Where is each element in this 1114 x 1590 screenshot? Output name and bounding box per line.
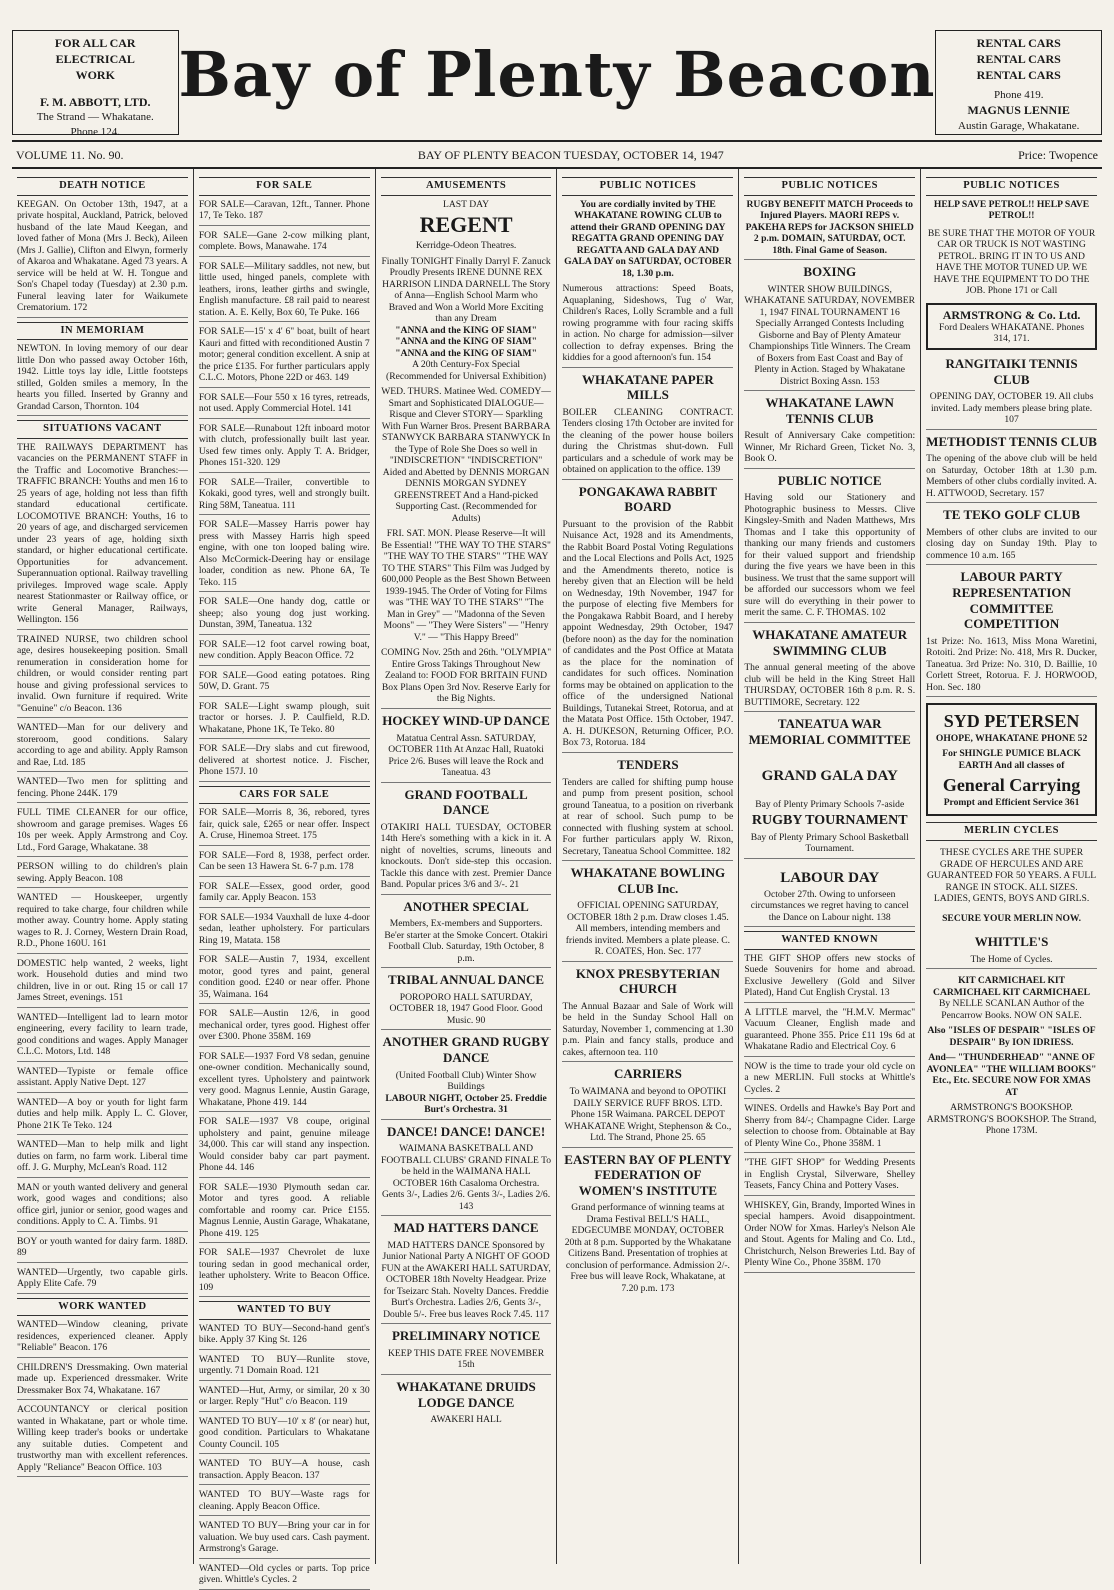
film-title: "ANNA and the KING OF SIAM" "ANNA and the KING OF SIAM" "ANNA and the KING OF SIAM" [395, 324, 537, 359]
ad-line: THESE CYCLES ARE THE SUPER GRADE OF HERCULES AND ARE GUARANTEED FOR 50 YEARS. A FULL RANGE IN STOCK. ALL SIZES. LADIES, GENTS, BOYS AND GIRLS. [926, 847, 1097, 905]
ad-heading: EASTERN BAY OF PLENTY FEDERATION OF WOMEN'S INSTITUTE [564, 1151, 732, 1198]
classified-item: MAN or youth wanted delivery and general work, good wages and conditions; also office girl, junior or senior, good wages and conditions. Apply to C. A. Timbs. 91 [17, 1182, 188, 1232]
ad-line: Having sold our Stationery and Photographic business to Messrs. Clive Kingsley-Smith and Naden Matthews, Mrs Thomas and I take this opportunity of thanking our many friends and customers for their valued support and friendship during the five years we have been in this business. We trust that the same support will be afforded our successors whom we feel sure will do everything in their power to merit the same. C. F. THOMAS. 102 [744, 492, 915, 623]
section-heading: SITUATIONS VACANT [17, 420, 188, 439]
ad-heading: LABOUR DAY [780, 869, 880, 886]
ad-line: OFFICIAL OPENING SATURDAY, OCTOBER 18th 2 p.m. Draw closes 1.45. All members, intending members and friends invited. Members a plate please. C. R. COATES, Hon. Sec. 177 [562, 900, 733, 962]
ad-line: Members of other clubs are invited to our closing day on Sunday 19th. Play to commence 10 a.m. 165 [926, 527, 1097, 566]
price: Price: Twopence [1018, 148, 1098, 162]
ad-heading: PUBLIC NOTICE [777, 472, 882, 488]
ad-heading: WHAKATANE BOWLING CLUB Inc. [570, 865, 726, 896]
classified-item: FOR SALE—Morris 8, 36, rebored, tyres fair, quick sale, £265 or near offer. Inspect A. Cruse, Hinemoa Street. 175 [199, 807, 370, 846]
section-heading: MERLIN CYCLES [926, 822, 1097, 841]
classified-item: FOR SALE—1930 Plymouth sedan car. Motor and tyres good. A reliable comfortable and roomy car. Price £155. Magnus Lennie, Austin Garage, Whakatane, Phone 419. 125 [199, 1182, 370, 1244]
column-4 [557, 169, 739, 1564]
column-2 [194, 169, 376, 1586]
armstrong-ad [926, 303, 1097, 350]
classified-item: FOR SALE—1937 Chevrolet de luxe touring sedan in good mechanical order, leather upholstery. Write to Beacon Office. 109 [199, 1247, 370, 1297]
classified-item: FOR SALE—Dry slabs and cut firewood, delivered at shortest notice. J. Fischer, Phone 157J. 10 [199, 743, 370, 782]
classified-item: WANTED—Urgently, two capable girls. Apply Elite Cafe. 79 [17, 1267, 188, 1294]
ad-line: OHOPE, WHAKATANE PHONE 52 [935, 732, 1088, 744]
ad-heading: METHODIST TENNIS CLUB [926, 433, 1097, 449]
ad-heading: ANOTHER GRAND RUGBY DANCE [382, 1034, 550, 1066]
ad-line: By NELLE SCANLAN Author of the Pencarrow Books. NOW ON SALE. [938, 998, 1085, 1021]
section-heading: FOR SALE [199, 177, 370, 196]
classified-item: FULL TIME CLEANER for our office, showroom and garage premises. Wages £6 10s per week. Apply Armstrong and Coy. Ltd., Ford Garage, Whakatane. 38 [17, 807, 188, 857]
issue-date: BAY OF PLENTY BEACON TUESDAY, OCTOBER 14, 1947 [417, 148, 724, 162]
classified-item: DOMESTIC help wanted, 2 weeks, light work. Household duties and mind two children, live in or out. Ring 15 or call 17 James Street, evenings. 151 [17, 958, 188, 1008]
ad-line: WAIMANA BASKETBALL AND FOOTBALL CLUBS' GRAND FINALE To be held in the WAIMANA HALL OCTOBER 16th Casaloma Orchestra. Gents 3/-, Ladies 2/6. Gents 3/-, Ladies 2/6. 143 [381, 1143, 552, 1216]
ad-heading: TE TEKO GOLF CLUB [943, 507, 1080, 523]
classified-item: WANTED — Houskeeper, urgently required to take charge, four children while mother away. Country home. Apply stating wages to R. J. Corney, Western Drain Road, R.D., Phone 160U. 161 [17, 892, 188, 954]
column-6 [921, 169, 1102, 1564]
ad-line: ARMSTRONG'S BOOKSHOP. ARMSTRONG'S BOOKSHOP. The Strand, Phone 173M. [926, 1102, 1097, 1137]
ad-line: Kerridge-Odeon Theatres. [415, 240, 517, 252]
classified-item: BOY or youth wanted for dairy farm. 188D. 89 [17, 1236, 188, 1263]
ad-heading: KNOX PRESBYTERIAN CHURCH [575, 965, 720, 997]
ad-line: Bay of Plenty Primary Schools 7-aside [755, 799, 905, 811]
ad-heading: WHAKATANE PAPER MILLS [581, 371, 714, 403]
classified-item: THE GIFT SHOP offers new stocks of Suede Souvenirs for home and abroad. Exclusive Jewellery (Gold and Silver Plated), Hand Cut English Crystal. 13 [744, 953, 915, 1003]
ad-heading: TANEATUA WAR MEMORIAL COMMITTEE [748, 716, 911, 747]
ad-line: Also "ISLES OF DESPAIR" "ISLES OF DESPAIR" By ION IDRIESS. [927, 1025, 1096, 1048]
column-1 [12, 169, 194, 1564]
classified-item: WANTED TO BUY—A house, cash transaction. Apply Beacon. 137 [199, 1458, 370, 1485]
ad-line: BE SURE THAT THE MOTOR OF YOUR CAR OR TRUCK IS NOT WASTING PETROL. BRING IT IN TO US AND HAVE THE MOTOR TUNED UP. WE HAVE THE EQUIPMENT TO DO THE JOB. Phone 171 or Call [927, 227, 1096, 297]
ad-heading: RUGBY TOURNAMENT [751, 812, 908, 828]
classified-item: FOR SALE—Caravan, 12ft., Tanner. Phone 17, Te Teko. 187 [199, 199, 370, 226]
classified-item: FOR SALE—Gane 2-cow milking plant, complete. Bows, Manawahe. 174 [199, 230, 370, 257]
ad-line: FRI. SAT. MON. Please Reserve—It will Be Essential! "THE WAY TO THE STARS" "THE WAY TO THE STARS" "THE WAY TO THE STARS" This Film was Judged by 600,000 People as the Best Shown Between 1939-1945. The Order of Voting for Films was "THE WAY TO THE STARS" "The Man in Grey" — "Madonna of the Seven Moons" — "They Were Sisters" — "Henry V." — "This Happy Breed" [381, 528, 551, 643]
ad-line: ARMSTRONG & Co. Ltd. [942, 307, 1081, 322]
classified-item: WANTED—Hut, Army, or similar, 20 x 30 or larger. Reply "Hut" c/o Beacon. 119 [199, 1385, 370, 1412]
section-heading: WANTED TO BUY [199, 1301, 370, 1320]
classified-item: CHILDREN'S Dressmaking. Own material made up. Experienced dressmaker. Write Dressmaker Box 74, Whakatane. 167 [17, 1362, 188, 1401]
ad-line: And— "THUNDERHEAD" "ANNE OF AVONLEA" "THE WILLIAM BOOKS" Etc., Etc. SECURE NOW FOR XMAS AT [926, 1052, 1097, 1098]
section-heading: WANTED KNOWN [744, 931, 915, 950]
ad-heading: TENDERS [617, 756, 679, 772]
ad-line: The Strand — Whakatane. [36, 110, 154, 123]
ad-heading: PONGAKAWA RABBIT BOARD [578, 483, 718, 515]
ad-line: Pursuant to the provision of the Rabbit Nuisance Act, 1928 and its Amendments, the Rabbit Board Postal Voting Regulations and the Local Elections and Polls Act, 1925 and the Amendments thereto, notice is hereby given that an Election will be held on Wednesday, 19th November, 1947 for the purpose of electing five Members for the Pongakawa Rabbit Board, and I hereby appoint Wednesday, 29th October, 1947 (before noon) as the day for the nomination of candidates and the Post Office at Matata as the place for the nomination of candidates for such offices. Nomination forms may be obtained on application to the office of the undersigned National Buildings, Tutanekai Street, Rotorua, and at the Matata Post Office. 15th October, 1947. A. H. DUKESON, Returning Officer, P.O. Box 73, Rotorua. 184 [562, 519, 733, 753]
ad-line: POROPORO HALL SATURDAY, OCTOBER 18, 1947 Good Floor. Good Music. 90 [381, 992, 552, 1031]
dateline [12, 142, 1102, 169]
ad-line: The Home of Cycles. [926, 954, 1097, 970]
classified-item: NOW is the time to trade your old cycle on a new MERLIN. Full stocks at Whittle's Cycles. 2 [744, 1061, 915, 1100]
ad-line: Members, Ex-members and Supporters. Be'er starter at the Smoke Concert. Otakiri Football Club. Saturday, 19th October, 8 p.m. [381, 918, 552, 968]
ad-line: Tenders are called for shifting pump house and pump from present position, school ground Taneatua, to a position on riverbank at rear of school. Such pump to be connected with flushing system at school. For further particulars apply W. Rixon, Secretary, Taneatua School Committee. 182 [562, 777, 733, 862]
classified-item: FOR SALE—Good eating potatoes. Ring 50W, D. Grant. 75 [199, 670, 370, 697]
ad-line: Austin Garage, Whakatane. [958, 119, 1080, 132]
ad-line: WINTER SHOW BUILDINGS, WHAKATANE SATURDAY, NOVEMBER 1, 1947 FINAL TOURNAMENT 16 Specially Arranged Contests Including Gisborne and Bay of Plenty Amateur Championships Title Winners. The Cream of Boxers from East Coast and Bay of Plenty in Action. Staged by Whakatane District Boxing Assn. 153 [744, 284, 915, 392]
classified-item: WANTED—Old cycles or parts. Top price given. Whittle's Cycles. 2 [199, 1563, 370, 1590]
section-heading: DEATH NOTICE [17, 177, 188, 196]
ad-line: WED. THURS. Matinee Wed. COMEDY— Smart and Sophisticated DIALOGUE— Risque and Clever STORY— Sparkling With Fun Warner Bros. Present BARBARA STANWYCK BARBARA STANWYCK In the Type of Role She Does so well in "INDISCRETION" "INDISCRETION" Aided and Abetted by DENNIS MORGAN DENNIS MORGAN SYDNEY GREENSTREET And a Hand-picked Supporting Cast. (Recommended for Adults) [381, 386, 551, 524]
rental-cars-ad [935, 30, 1102, 135]
ad-line: Result of Anniversary Cake competition: Winner, Mr Richard Green, Ticket No. 3, Book O. [744, 430, 915, 469]
ad-line: LABOUR NIGHT, October 25. Freddie Burt's Orchestra. 31 [381, 1093, 552, 1120]
classified-item: FOR SALE—Austin 7, 1934, excellent motor, good tyres and paint, general condition good. £240 or near offer. Phone 35, Waimana. 164 [199, 954, 370, 1004]
classified-item: FOR SALE—Massey Harris power hay press with Massey Harris high speed engine, with one ton looped baling wire. Also McCormick-Deering hay or ensilage loader, condition as new. Phone 6A, Te Teko. 115 [199, 519, 370, 592]
volume-number: VOLUME 11. No. 90. [16, 148, 124, 162]
classified-item: FOR SALE—12 foot carvel rowing boat, new condition. Apply Beacon Office. 72 [199, 639, 370, 666]
section-heading: IN MEMORIAM [17, 322, 188, 341]
ad-line: The opening of the above club will be held on Saturday, October 18th at 1.30 p.m. Members of other clubs cordially invited. A. H. ATTWOOD, Secretary. 157 [926, 453, 1097, 503]
classified-item: WANTED—Typiste or female office assistant. Apply Native Dept. 127 [17, 1066, 188, 1093]
ad-line: You are cordially invited by THE WHAKATANE ROWING CLUB to attend their GRAND OPENING DAY REGATTA GRAND OPENING DAY REGATTA AND GALA DAY AND GALA DAY on SATURDAY, OCTOBER 18, 1.30 p.m. [564, 198, 732, 279]
ad-line: The Annual Bazaar and Sale of Work will be held in the Sunday School Hall on Saturday, November 1, commencing at 1.30 p.m. Plain and fancy stalls, produce and cakes, afternoon tea. 110 [562, 1001, 733, 1063]
classified-item: WANTED TO BUY—Runlite stove, urgently. 71 Domain Road. 121 [199, 1354, 370, 1381]
ad-line: RENTAL CARS [976, 68, 1061, 83]
newspaper-title: Bay of Plenty Beacon [178, 38, 936, 111]
classified-item: NEWTON. In loving memory of our dear little Don who passed away October 16th, 1942. Little toys lay idle, Little footsteps stilled, Golden smiles a memory, In the hearts you filled. Inserted by Granny and Grandad Carson, Thornton. 104 [17, 343, 188, 416]
ad-line: SYD PETERSEN [943, 711, 1080, 732]
abbott-ad [12, 30, 179, 138]
section-heading: WORK WANTED [17, 1298, 188, 1317]
classified-item: ACCOUNTANCY or clerical position wanted in Whakatane, part or whole time. Willing keep trader's books or undertake any suitable duties. Competent and trustworthy man with excellent references. Apply "Reliance" Beacon Office. 103 [17, 1404, 188, 1477]
classified-item: FOR SALE—One handy dog, cattle or sheep; also young dog just working. Dunstan, 39M, Taneatua. 132 [199, 596, 370, 635]
classified-item: KEEGAN. On October 13th, 1947, at a private hospital, Auckland, Patrick, beloved husband of the late Maud Keegan, and loved father of Mona (Mrs J. Beck), Aileen (Mrs J. Gallie), Clifton and Elwyn, formerly of Akaroa and Whakatane. Aged 73 years. A service will be held at W. H. Tongue and Son's Chapel today (Tuesday) at 2.30 p.m. Funeral leaving later for Waikumete Crematorium. 172 [17, 199, 188, 318]
section-heading: PUBLIC NOTICES [744, 177, 915, 196]
ad-line: The annual general meeting of the above club will be held in the King Street Hall THURSDAY, OCTOBER 16th 8 p.m. R. S. BUTTIMORE, Secretary. 122 [744, 662, 915, 712]
classified-item: WANTED TO BUY—Bring your car in for valuation. We buy used cars. Cash payment. Armstrong's Garage. [199, 1520, 370, 1559]
ad-line: KIT CARMICHAEL KIT CARMICHAEL KIT CARMICHAEL [933, 975, 1091, 998]
ad-heading: DANCE! DANCE! DANCE! [386, 1123, 546, 1139]
ad-line: FOR ALL CAR ELECTRICAL [54, 36, 136, 67]
classified-item: FOR SALE—1934 Vauxhall de luxe 4-door sedan, leather upholstery. For particulars Ring 19, Matata. 158 [199, 912, 370, 951]
classified-item: FOR SALE—Austin 12/6, in good mechanical order, tyres good. Highest offer over £300. Phone 358M. 169 [199, 1008, 370, 1047]
column-3 [376, 169, 558, 1564]
classified-item: FOR SALE—1937 V8 coupe, original upholstery and paint, genuine mileage 34,000. This car will stand any inspection. Would consider baby car part payment. Phone 44. 146 [199, 1116, 370, 1178]
ad-line: Prompt and Efficient Service 361 [943, 796, 1080, 808]
ad-line: General Carrying [942, 775, 1081, 796]
classified-item: WANTED TO BUY—10' x 8' (or near) hut, good condition. Particulars to Whakatane County Council. 105 [199, 1416, 370, 1455]
ad-line: MAGNUS LENNIE [967, 103, 1070, 118]
section-heading: PUBLIC NOTICES [562, 177, 733, 196]
classified-item: WANTED—Two men for splitting and fencing. Phone 244K. 179 [17, 776, 188, 803]
classified-item: WANTED—Window cleaning, private residences, experienced cleaner. Apply "Reliable" Beacon. 176 [17, 1319, 188, 1358]
classified-item: FOR SALE—Runabout 12ft inboard motor with clutch, professionally built last year. Used few times only. Apply T. A. Bridger, Phones 151-320. 129 [199, 423, 370, 473]
ad-line: A 20th Century-Fox Special (Recommended for Universal Exhibition) [386, 359, 547, 382]
classified-item: PERSON willing to do children's plain sewing. Apply Beacon. 108 [17, 861, 188, 888]
classified-item: FOR SALE—1937 Ford V8 sedan, genuine one-owner condition. Mechanically sound, excellent tyres. Upholstery and paintwork very good. Magnus Lennie, Austin Garage, Whakatane, Phone 419. 144 [199, 1051, 370, 1113]
ad-line: 1st Prize: No. 1613, Miss Mona Waretini, Rotoiti. 2nd Prize: No. 418, Mrs R. Ducker, Taneatua. 3rd Prize: No. 310, D. Baillie, 10 Corlett Street, Rotorua. F. J. HORWOOD, Hon. Sec. 180 [926, 636, 1097, 698]
ad-heading: LABOUR PARTY REPRESENTATION COMMITTEE COMPETITION [952, 569, 1071, 632]
classified-item: WANTED—Intelligent lad to learn motor engineering, every facility to learn trade, good conditions and wages. Apply Manager C.L.C. Motors, Ltd. 148 [17, 1012, 188, 1062]
ad-line: SECURE YOUR MERLIN NOW. [942, 912, 1082, 924]
ad-line: Phone 419. [993, 88, 1044, 101]
classified-item: FOR SALE—Light swamp plough, suit tractor or horses. J. P. Caulfield, R.D. Whakatane, Phone 1K, Te Teko. 80 [199, 701, 370, 740]
section-heading: AMUSEMENTS [381, 177, 552, 196]
ad-line: To WAIMANA and beyond to OPOTIKI DAILY SERVICE RUFF BROS. LTD. Phone 15R Waimana. PARCEL DEPOT WHAKATANE Wright, Stephenson & Co., Ltd. The Strand, Phone 25. 65 [562, 1086, 733, 1148]
ad-heading: RANGITAIKI TENNIS CLUB [945, 355, 1078, 387]
ad-line: RUGBY BENEFIT MATCH Proceeds to Injured Players. MAORI REPS v. PAKEHA REPS for JACKSON SHIELD 2 p.m. DOMAIN, SATURDAY, OCT. 18th. Final Game of Season. [744, 199, 915, 261]
ad-heading: GRAND FOOTBALL DANCE [404, 786, 528, 818]
classified-item: FOR SALE—Military saddles, not new, but little used, hinged panels, complete with leathers, irons, leather girths and swingle, English manufacture. £8 rail paid to nearest station. A. E. Kelly, Box 60, Te Puke. 166 [199, 261, 370, 323]
ad-heading: PRELIMINARY NOTICE [391, 1328, 541, 1344]
ad-line: BOILER CLEANING CONTRACT. Tenders closing 17th October are invited for the cleaning of the power house boilers during the Christmas shut-down. Full particulars and a schedule of work may be obtained on application to the office. 139 [562, 407, 733, 480]
ad-line: Numerous attractions: Speed Boats, Aquaplaning, Sideshows, Tug o' War, Children's Races, Lolly Scramble and a full rowing programme with four racing skiffs in action. No charge for admission—silver collection to defray expenses. Bring the kiddies for a good afternoon's fun. 154 [562, 283, 733, 368]
columns [12, 169, 1102, 1586]
classified-item: WHISKEY, Gin, Brandy, Imported Wines in special hampers. Avoid disappointment. Order NOW for Xmas. Harley's Nelson Ale and Stout. Agents for Maling and Co. Ltd., Christchurch, Nelson Breweries Ltd. Bay of Plenty Wine Co., Phone 358M. 170 [744, 1200, 915, 1273]
ad-heading: TRIBAL ANNUAL DANCE [388, 972, 545, 988]
ad-line: (United Football Club) Winter Show Buildings [395, 1069, 537, 1093]
ad-line: RENTAL CARS [976, 36, 1061, 50]
ad-heading: WHITTLE'S [974, 934, 1049, 950]
ad-line: October 27th. Owing to unforseen circumstances we regret having to cancel the Dance on Labour night. 138 [744, 889, 915, 928]
ad-line: Phone 124. [70, 125, 120, 138]
section-heading: CARS FOR SALE [199, 786, 370, 805]
classified-item: WANTED—Man for our delivery and storeroom, good conditions. Salary according to age and ability. Apply Ramson and Rae, Ltd. 185 [17, 722, 188, 772]
ad-line: Grand performance of winning teams at Drama Festival BELL'S HALL, EDGECUMBE MONDAY, OCTOBER 20th at 8 p.m. Supported by the Whakatane Citizens Band. Presentation of trophies at conclusion of performance. Admission 2/-. Free bus will leave Rock, Whakatane, at 7.20 p.m. 173 [564, 1202, 732, 1294]
masthead [12, 10, 1102, 142]
classified-item: TRAINED NURSE, two children school age, desires housekeeping position. Small renumeration in consideration home for children, or would consider renting part house and giving professional services to invalid. Own furniture if required. Write "Genuine" c/o Beacon. 136 [17, 634, 188, 719]
classified-item: A LITTLE marvel, the "H.M.V. Mermac" Vacuum Cleaner, English made and guaranteed. Phone 355. Price £11 19s 6d at Whakatane Radio and Electrical Coy. 6 [744, 1007, 915, 1057]
ad-line: Bay of Plenty Primary School Basketball Tournament. [744, 832, 915, 859]
classified-item: FOR SALE—15' x 4' 6" boat, built of heart Kauri and fitted with reconditioned Austin 7 motor; general condition excellent. A snip at the price £135. For further particulars apply C.L.C. Motors, Phone 22D or 463. 149 [199, 326, 370, 388]
ad-line: For SHINGLE PUMICE BLACK EARTH And all classes of [942, 748, 1081, 771]
ad-line: MAD HATTERS DANCE Sponsored by Junior National Party A NIGHT OF GOOD FUN at the AWAKERI HALL SATURDAY, OCTOBER 18th Novelty Headgear. Prize for Tseizarc Stah. Novelty Dances. Freddie Burt's Orchestra. Ladies 2/6, Gents 3/-, Double 5/-. Free bus leaves Rock 7.45. 117 [381, 1240, 552, 1325]
ad-line: KEEP THIS DATE FREE NOVEMBER 15th [381, 1348, 552, 1375]
ad-heading: MAD HATTERS DANCE [393, 1220, 539, 1236]
ad-line: COMING Nov. 25th and 26th. "OLYMPIA" Entire Gross Takings Throughout New Zealand to: FOOD FOR BRITAIN FUND Box Plans Open 3rd Nov. Reserve Early for the Big Nights. [381, 647, 552, 709]
classified-item: FOR SALE—Trailer, convertible to Kokaki, good tyres, well and strongly built. Ring 58M, Taneatua. 111 [199, 477, 370, 516]
classified-item: FOR SALE—Four 550 x 16 tyres, retreads, not used. Apply Commercial Hotel. 141 [199, 392, 370, 419]
syd-petersen-ad [926, 703, 1097, 816]
ad-line: OPENING DAY, OCTOBER 19. All clubs invited. Lady members please bring plate. 107 [926, 391, 1097, 430]
classified-item: THE RAILWAYS DEPARTMENT has vacancies on the PERMANENT STAFF in the Traffic and Locomotive Branches:— TRAFFIC BRANCH: Youths and men 16 to 25 years of age, holding not less than fifth standard educational certificate. LOCOMOTIVE BRANCH: Youths, 16 to 20 years of age, and discharged servicemen under 23 years of age, holding sixth standard, or higher educational certificate. Opportunities for advancement. Superannuation optional. Railway travelling privileges. Improved wage scale. Apply nearest Stationmaster or Railway office, or write General Manager, Railways, Wellington. 156 [17, 442, 188, 630]
ad-heading: HOCKEY WIND-UP DANCE [382, 712, 550, 728]
classified-item: WINES. Ordells and Hawke's Bay Port and Sherry from 84/-; Champagne Cider. Large selection to choose from. Obtainable at Bay of Plenty Wine Co., Phone 358M. 1 [744, 1103, 915, 1153]
ad-line: AWAKERI HALL [430, 1414, 502, 1426]
classified-item: "THE GIFT SHOP" for Wedding Presents in English Crystal, Silverware, Shelley Teasets, Fancy China and Pottery Vases. [744, 1157, 915, 1196]
classified-item: FOR SALE—Ford 8, 1938, perfect order. Can be seen 13 Hawera St. 6-7 p.m. 178 [199, 850, 370, 877]
ad-line: WORK [75, 68, 115, 83]
section-heading: PUBLIC NOTICES [926, 177, 1097, 196]
classified-item: WANTED TO BUY—Waste rags for cleaning. Apply Beacon Office. [199, 1489, 370, 1516]
ad-heading: BOXING [803, 264, 857, 280]
classified-item: WANTED TO BUY—Second-hand gent's bike. Apply 37 King St. 126 [199, 1323, 370, 1350]
ad-line: HELP SAVE PETROL!! HELP SAVE PETROL!! [933, 198, 1090, 222]
ad-line: LAST DAY [443, 198, 490, 210]
ad-heading: CARRIERS [613, 1066, 682, 1082]
ad-line: Matatua Central Assn. SATURDAY, OCTOBER 11th At Anzac Hall, Ruatoki Price 2/6. Buses will leave the Rock and Taneatua. 43 [381, 733, 552, 783]
classified-item: FOR SALE—Essex, good order, good family car. Apply Beacon. 153 [199, 881, 370, 908]
classified-item: WANTED—Man to help milk and light duties on farm, no farm work. Liberal time off. J. G. Murphy, McLean's Road. 112 [17, 1139, 188, 1178]
classified-item: WANTED—A boy or youth for light farm duties and help milk. Apply L. C. Glover, Phone 21K Te Teko. 124 [17, 1097, 188, 1136]
ad-heading: GRAND GALA DAY [761, 768, 898, 785]
theatre-name: REGENT [419, 212, 513, 238]
ad-heading: WHAKATANE AMATEUR SWIMMING CLUB [752, 626, 908, 658]
ad-heading: WHAKATANE LAWN TENNIS CLUB [765, 395, 894, 426]
ad-line: Finally TONIGHT Finally Darryl F. Zanuck Proudly Presents IRENE DUNNE REX HARRISON LINDA DARNELL The Story of Anna—English School Marm who Braved and Won a World More Exciting than any Dream [381, 255, 551, 325]
column-5 [739, 169, 921, 1564]
ad-line: F. M. ABBOTT, LTD. [39, 94, 151, 109]
ad-line: Ford Dealers WHAKATANE. Phones 314, 171. [939, 321, 1085, 345]
ad-line: RENTAL CARS [976, 52, 1061, 67]
ad-heading: WHAKATANE DRUIDS LODGE DANCE [396, 1378, 536, 1410]
ad-line: OTAKIRI HALL TUESDAY, OCTOBER 14th Here's something with a kick in it. A night of novelties, scrums, lineouts and knockouts. Don't side-step this occasion. Tackle this dance with zest. Premier Dance Band. Popular prices 3/6 and 3/-. 21 [381, 822, 552, 895]
ad-heading: ANOTHER SPECIAL [403, 898, 529, 914]
